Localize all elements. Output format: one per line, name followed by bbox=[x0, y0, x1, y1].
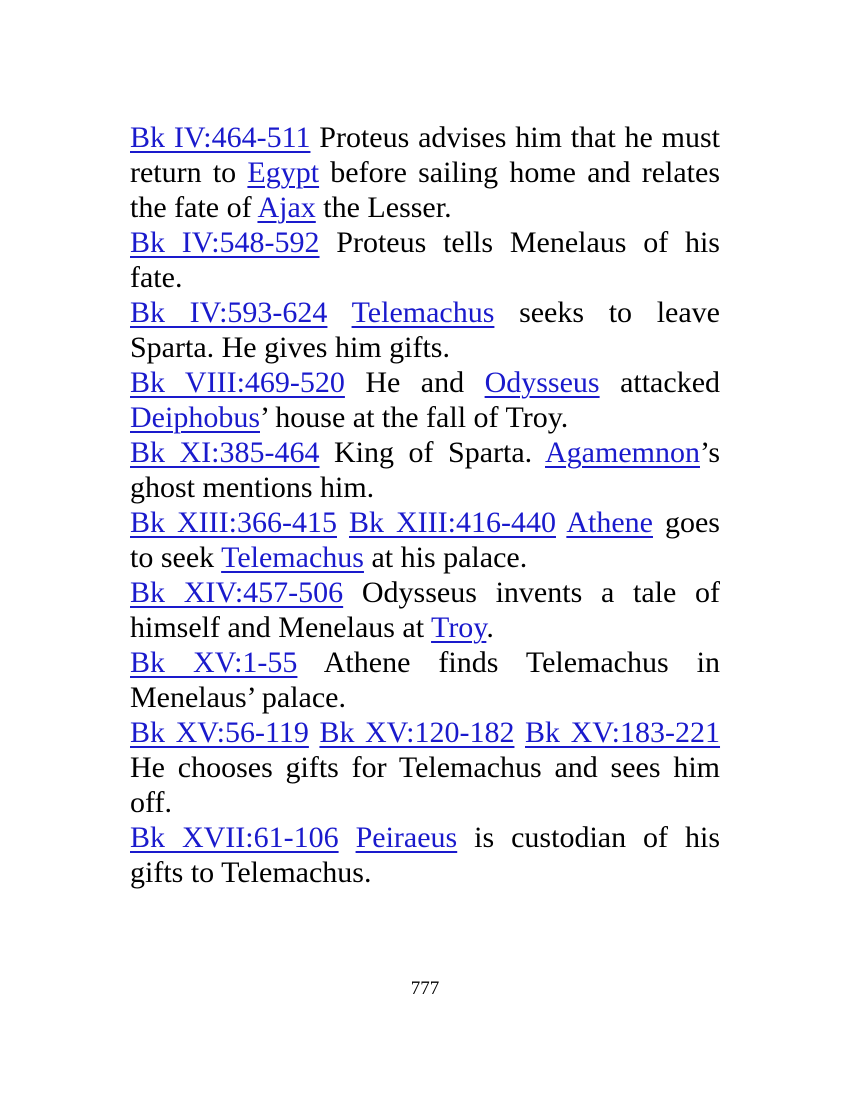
book-reference-link[interactable]: Bk IV:548-592 bbox=[130, 226, 320, 259]
entry-text: Odysseus invents a tale of himself and Menelaus at bbox=[130, 576, 720, 644]
book-reference-link[interactable]: Bk XV:183-221 bbox=[525, 716, 721, 749]
entry bbox=[130, 820, 720, 890]
entry-text: at his palace. bbox=[363, 541, 528, 574]
entry-text bbox=[556, 506, 566, 539]
entry-text: ’ house at the fall of Troy. bbox=[260, 401, 569, 434]
entry-text bbox=[339, 821, 356, 854]
name-link[interactable]: Agamemnon bbox=[545, 436, 700, 469]
entry-text: before sailing home and relates the fate of bbox=[130, 156, 721, 224]
entry-text: the Lesser. bbox=[315, 191, 452, 224]
book-reference-link[interactable]: Bk VIII:469-520 bbox=[130, 366, 345, 399]
name-link[interactable]: Athene bbox=[566, 506, 653, 539]
name-link[interactable]: Odysseus bbox=[484, 366, 600, 399]
name-link[interactable]: Deiphobus bbox=[130, 401, 260, 434]
book-reference-link[interactable]: Bk IV:593-624 bbox=[130, 296, 328, 329]
book-reference-link[interactable]: Bk XIII:366-415 bbox=[130, 506, 337, 539]
entry-text: He chooses gifts for Telemachus and sees him off. bbox=[130, 751, 720, 819]
entry bbox=[130, 715, 720, 820]
entry-text bbox=[514, 716, 525, 749]
book-reference-link[interactable]: Bk XV:1-55 bbox=[130, 646, 298, 679]
book-reference-link[interactable]: Bk XV:120-182 bbox=[319, 716, 515, 749]
entry-text: He and bbox=[344, 366, 485, 399]
entry-text bbox=[337, 506, 349, 539]
entry bbox=[130, 295, 720, 365]
entry-text: King of Sparta. bbox=[319, 436, 546, 469]
entry-text: goes to seek bbox=[130, 506, 720, 574]
entry-text: ’s ghost mentions him. bbox=[130, 436, 720, 504]
entry bbox=[130, 435, 720, 505]
name-link[interactable]: Ajax bbox=[257, 191, 316, 224]
entry bbox=[130, 120, 720, 225]
entry-text bbox=[327, 296, 351, 329]
name-link[interactable]: Peiraeus bbox=[355, 821, 458, 854]
document-body bbox=[130, 120, 720, 890]
book-reference-link[interactable]: Bk XI:385-464 bbox=[130, 436, 320, 469]
entry-text: Proteus advises him that he must return to bbox=[130, 121, 720, 189]
entry-text: is custodian of his gifts to Telemachus. bbox=[130, 821, 720, 889]
name-link[interactable]: Telemachus bbox=[351, 296, 495, 329]
book-reference-link[interactable]: Bk IV:464-511 bbox=[130, 121, 311, 154]
name-link[interactable]: Telemachus bbox=[221, 541, 364, 574]
page-number: 777 bbox=[410, 978, 440, 999]
entry-text: . bbox=[486, 611, 494, 644]
entry bbox=[130, 505, 720, 575]
entry bbox=[130, 225, 720, 295]
name-link[interactable]: Troy bbox=[431, 611, 487, 644]
book-reference-link[interactable]: Bk XIII:416-440 bbox=[349, 506, 556, 539]
entry-text bbox=[309, 716, 320, 749]
book-reference-link[interactable]: Bk XV:56-119 bbox=[130, 716, 309, 749]
entry-text: seeks to leave Sparta. He gives him gifts. bbox=[130, 296, 720, 364]
name-link[interactable]: Egypt bbox=[247, 156, 320, 189]
entry-text: Proteus tells Menelaus of his fate. bbox=[130, 226, 720, 294]
entry-text: Athene finds Telemachus in Menelaus’ palace. bbox=[130, 646, 720, 714]
book-reference-link[interactable]: Bk XIV:457-506 bbox=[130, 576, 344, 609]
entry-text: attacked bbox=[599, 366, 721, 399]
entry bbox=[130, 575, 720, 645]
entry bbox=[130, 365, 720, 435]
book-reference-link[interactable]: Bk XVII:61-106 bbox=[130, 821, 339, 854]
entry bbox=[130, 645, 720, 715]
